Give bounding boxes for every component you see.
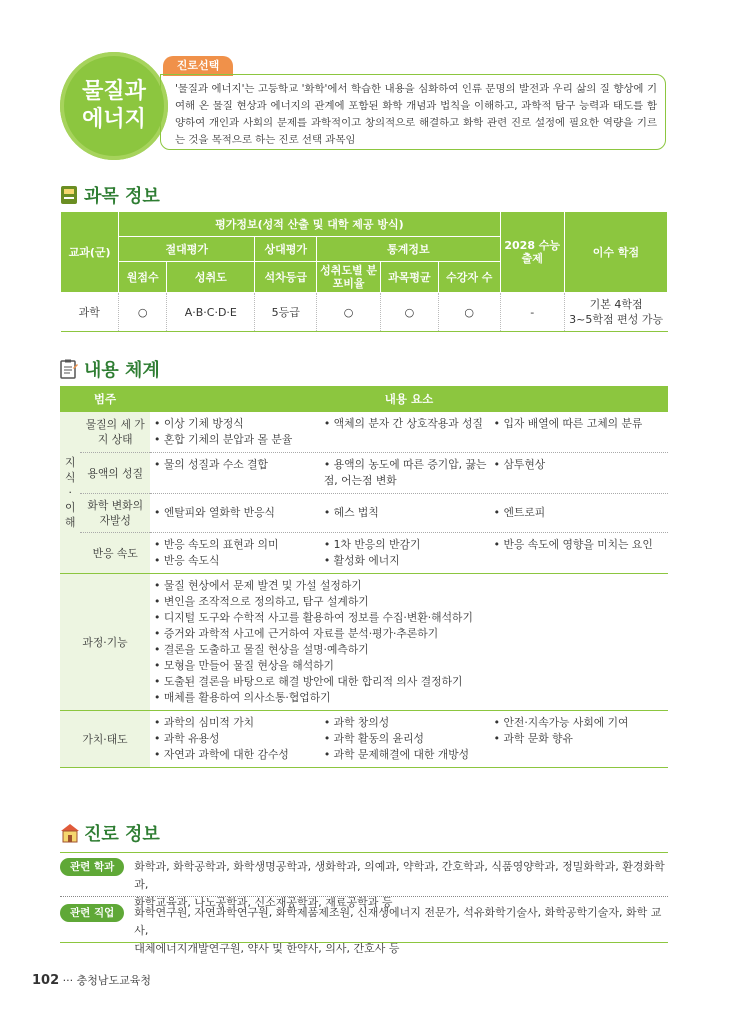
- related-jobs: [60, 904, 668, 958]
- divider: [60, 852, 668, 853]
- col-achievement: 성취도: [167, 262, 255, 293]
- dept-line: 화학과, 화학공학과, 화학생명공학과, 생화학과, 의예과, 약학과, 간호학과, 식품영양학과, 정밀화학과, 환경화학과,: [134, 860, 665, 891]
- section-title: 진로 정보: [84, 824, 160, 845]
- col-elements: 내용 요소: [150, 386, 668, 412]
- category-cell: 화학 변화의 자발성: [80, 494, 150, 533]
- category-cell: 물질의 세 가지 상태: [80, 412, 150, 453]
- elements-cell: • 반응 속도의 표현과 의미 • 반응 속도식 • 1차 반응의 반감기 • 활성화 에너지 • 반응 속도에 영향을 미치는 요인: [150, 533, 668, 574]
- divider: [60, 896, 668, 897]
- job-label: 관련 직업: [60, 904, 124, 922]
- cell-achievement: A·B·C·D·E: [167, 293, 255, 332]
- col-stats: 통계정보: [317, 237, 500, 262]
- col-students: 수강자 수: [438, 262, 500, 293]
- subject-title-badge: [60, 52, 168, 160]
- col-dist: 성취도별 분포비율: [317, 262, 381, 293]
- knowledge-label: 지 식 · 이 해: [60, 412, 80, 574]
- section-career-info: [60, 820, 160, 846]
- category-cell: 반응 속도: [80, 533, 150, 574]
- table-row: [61, 293, 668, 332]
- school-icon: [60, 823, 78, 843]
- col-rank: 석차등급: [255, 262, 317, 293]
- cell-credits: [564, 293, 667, 332]
- category-cell: 과정·기능: [60, 574, 150, 711]
- table-row: [60, 574, 668, 711]
- category-cell: 가치·태도: [60, 711, 150, 768]
- job-line: 화학연구원, 자연과학연구원, 화학제품제조원, 신재생에너지 전문가, 석유화학기술사, 화학공학기술자, 화학 교사,: [134, 906, 662, 937]
- table-row: [60, 412, 668, 453]
- elements-cell: • 물의 성질과 수소 결합 • 용액의 농도에 따른 증기압, 끓는점, 어는점 변화 • 삼투현상: [150, 453, 668, 494]
- book-icon: [60, 185, 78, 205]
- values-list: • 과학의 심미적 가치 • 과학 유용성 • 자연과 과학에 대한 감수성 • 과학 창의성 • 과학 활동의 윤리성 • 과학 문제해결에 대한 개방성 • 안전·지속가능 사회에 기여 • 과학 문화 향유: [150, 711, 668, 768]
- col-eval-info: 평가정보(성적 산출 및 대학 제공 방식): [119, 212, 501, 237]
- subject-title-line1: 물질과: [82, 79, 146, 104]
- section-title: 내용 체계: [84, 360, 160, 381]
- col-credits: 이수 학점: [564, 212, 667, 293]
- category-cell: 용액의 성질: [80, 453, 150, 494]
- subject-info-table: [60, 212, 668, 332]
- table-row: [60, 494, 668, 533]
- table-row: [60, 711, 668, 768]
- cell-group: 과학: [61, 293, 119, 332]
- cell-raw: ○: [119, 293, 167, 332]
- org-name: 충청남도교육청: [76, 974, 152, 987]
- elements-cell: • 이상 기체 방정식 • 혼합 기체의 분압과 몰 분율 • 액체의 분자 간 상호작용과 성질 • 입자 배열에 따른 고체의 분류: [150, 412, 668, 453]
- job-line: 대체에너지개발연구원, 약사 및 한약사, 의사, 간호사 등: [134, 942, 400, 955]
- divider: [60, 942, 668, 943]
- page-footer: [32, 972, 151, 988]
- dept-line: 화학교육과, 나노공학과, 신소재공학과, 재료공학과 등: [134, 896, 393, 909]
- cell-rank: 5등급: [255, 293, 317, 332]
- cell-avg: ○: [380, 293, 438, 332]
- table-row: [60, 533, 668, 574]
- footer-dots: ···: [62, 974, 74, 987]
- cell-dist: ○: [317, 293, 381, 332]
- col-category: 범주: [60, 386, 150, 412]
- col-avg: 과목평균: [380, 262, 438, 293]
- section-subject-info: [60, 182, 160, 208]
- subject-title-line2: 에너지: [82, 107, 146, 132]
- col-group: 교과(군): [61, 212, 119, 293]
- subject-description: '물질과 에너지'는 고등학교 '화학'에서 학습한 내용을 심화하여 인류 문명의 발전과 우리 삶의 질 향상에 기여해 온 물질 현상과 에너지의 관계에 포함된 화학 개념과 법칙을 이해하고, 과학적 탐구 능력과 태도를 함양하여 개인과 사회의 문제를 과학적이고 창의적으로 해결하고 화학 관련 진로 설정에 필요한 역량을 기르는 것을 목적으로 하는 진로 선택 과목임: [160, 74, 666, 150]
- dept-label: 관련 학과: [60, 858, 124, 876]
- page-number: 102: [32, 973, 60, 988]
- credits-basic: 기본 4학점: [589, 298, 643, 311]
- content-system-table: [60, 386, 668, 768]
- col-absolute: 절대평가: [119, 237, 255, 262]
- table-row: [60, 453, 668, 494]
- credits-range: 3~5학점 편성 가능: [569, 313, 664, 326]
- cell-suneung: -: [500, 293, 564, 332]
- section-title: 과목 정보: [84, 186, 160, 207]
- col-relative: 상대평가: [255, 237, 317, 262]
- clipboard-icon: [60, 359, 78, 379]
- elements-cell: • 엔탈피와 열화학 반응식 • 헤스 법칙 • 엔트로피: [150, 494, 668, 533]
- cell-students: ○: [438, 293, 500, 332]
- col-suneung: 2028 수능 출제: [500, 212, 564, 293]
- process-list: • 물질 현상에서 문제 발견 및 가설 설정하기 • 변인을 조작적으로 정의하고, 탐구 설계하기 • 디지털 도구와 수학적 사고를 활용하여 정보를 수집·변환·해석하기 • 증거와 과학적 사고에 근거하여 자료를 분석·평가·추론하기 • 결론을 도출하고 물질 현상을 설명·예측하기 • 모형을 만들어 물질 현상을 해석하기 • 도출된 결론을 바탕으로 해결 방안에 대한 합리적 의사 결정하기 • 매체를 활용하여 의사소통·협업하기: [150, 574, 668, 711]
- col-raw: 원점수: [119, 262, 167, 293]
- course-type-tag: 진로선택: [163, 56, 233, 76]
- section-content-system: [60, 356, 160, 382]
